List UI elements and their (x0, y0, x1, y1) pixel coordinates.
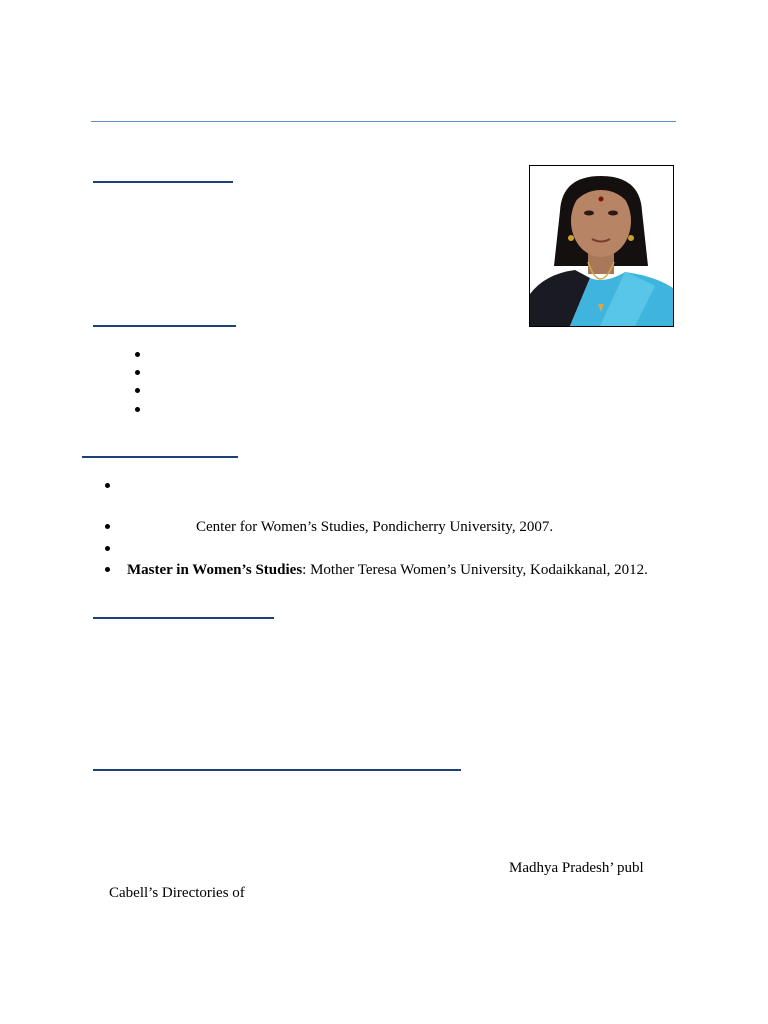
section-header-line-1 (93, 181, 233, 183)
list-bullet (105, 524, 110, 529)
section-header-line-2 (93, 325, 236, 327)
education-item-4-degree: Master in Women’s Studies (127, 562, 303, 578)
list-bullet (135, 407, 140, 412)
education-item-4-text: : Mother Teresa Women’s University, Kodaikkanal, 2012. (302, 562, 648, 578)
education-item-4 (127, 561, 648, 579)
publication-line-2: Cabell’s Directories of (109, 885, 245, 901)
list-bullet (105, 546, 110, 551)
section-header-line-3 (82, 456, 238, 458)
portrait-photo-icon (530, 166, 673, 326)
top-rule (91, 121, 676, 122)
list-bullet (105, 483, 110, 488)
education-item-2-text: Center for Women’s Studies, Pondicherry University, 2007. (196, 519, 554, 535)
section-header-line-5 (93, 769, 461, 771)
list-bullet (135, 352, 140, 357)
publication-line-1: Madhya Pradesh’ publ (509, 860, 644, 876)
profile-photo (529, 165, 674, 327)
section-header-line-4 (93, 617, 274, 619)
education-item-2 (196, 518, 553, 536)
list-bullet (135, 370, 140, 375)
list-bullet (135, 388, 140, 393)
list-bullet (105, 567, 110, 572)
